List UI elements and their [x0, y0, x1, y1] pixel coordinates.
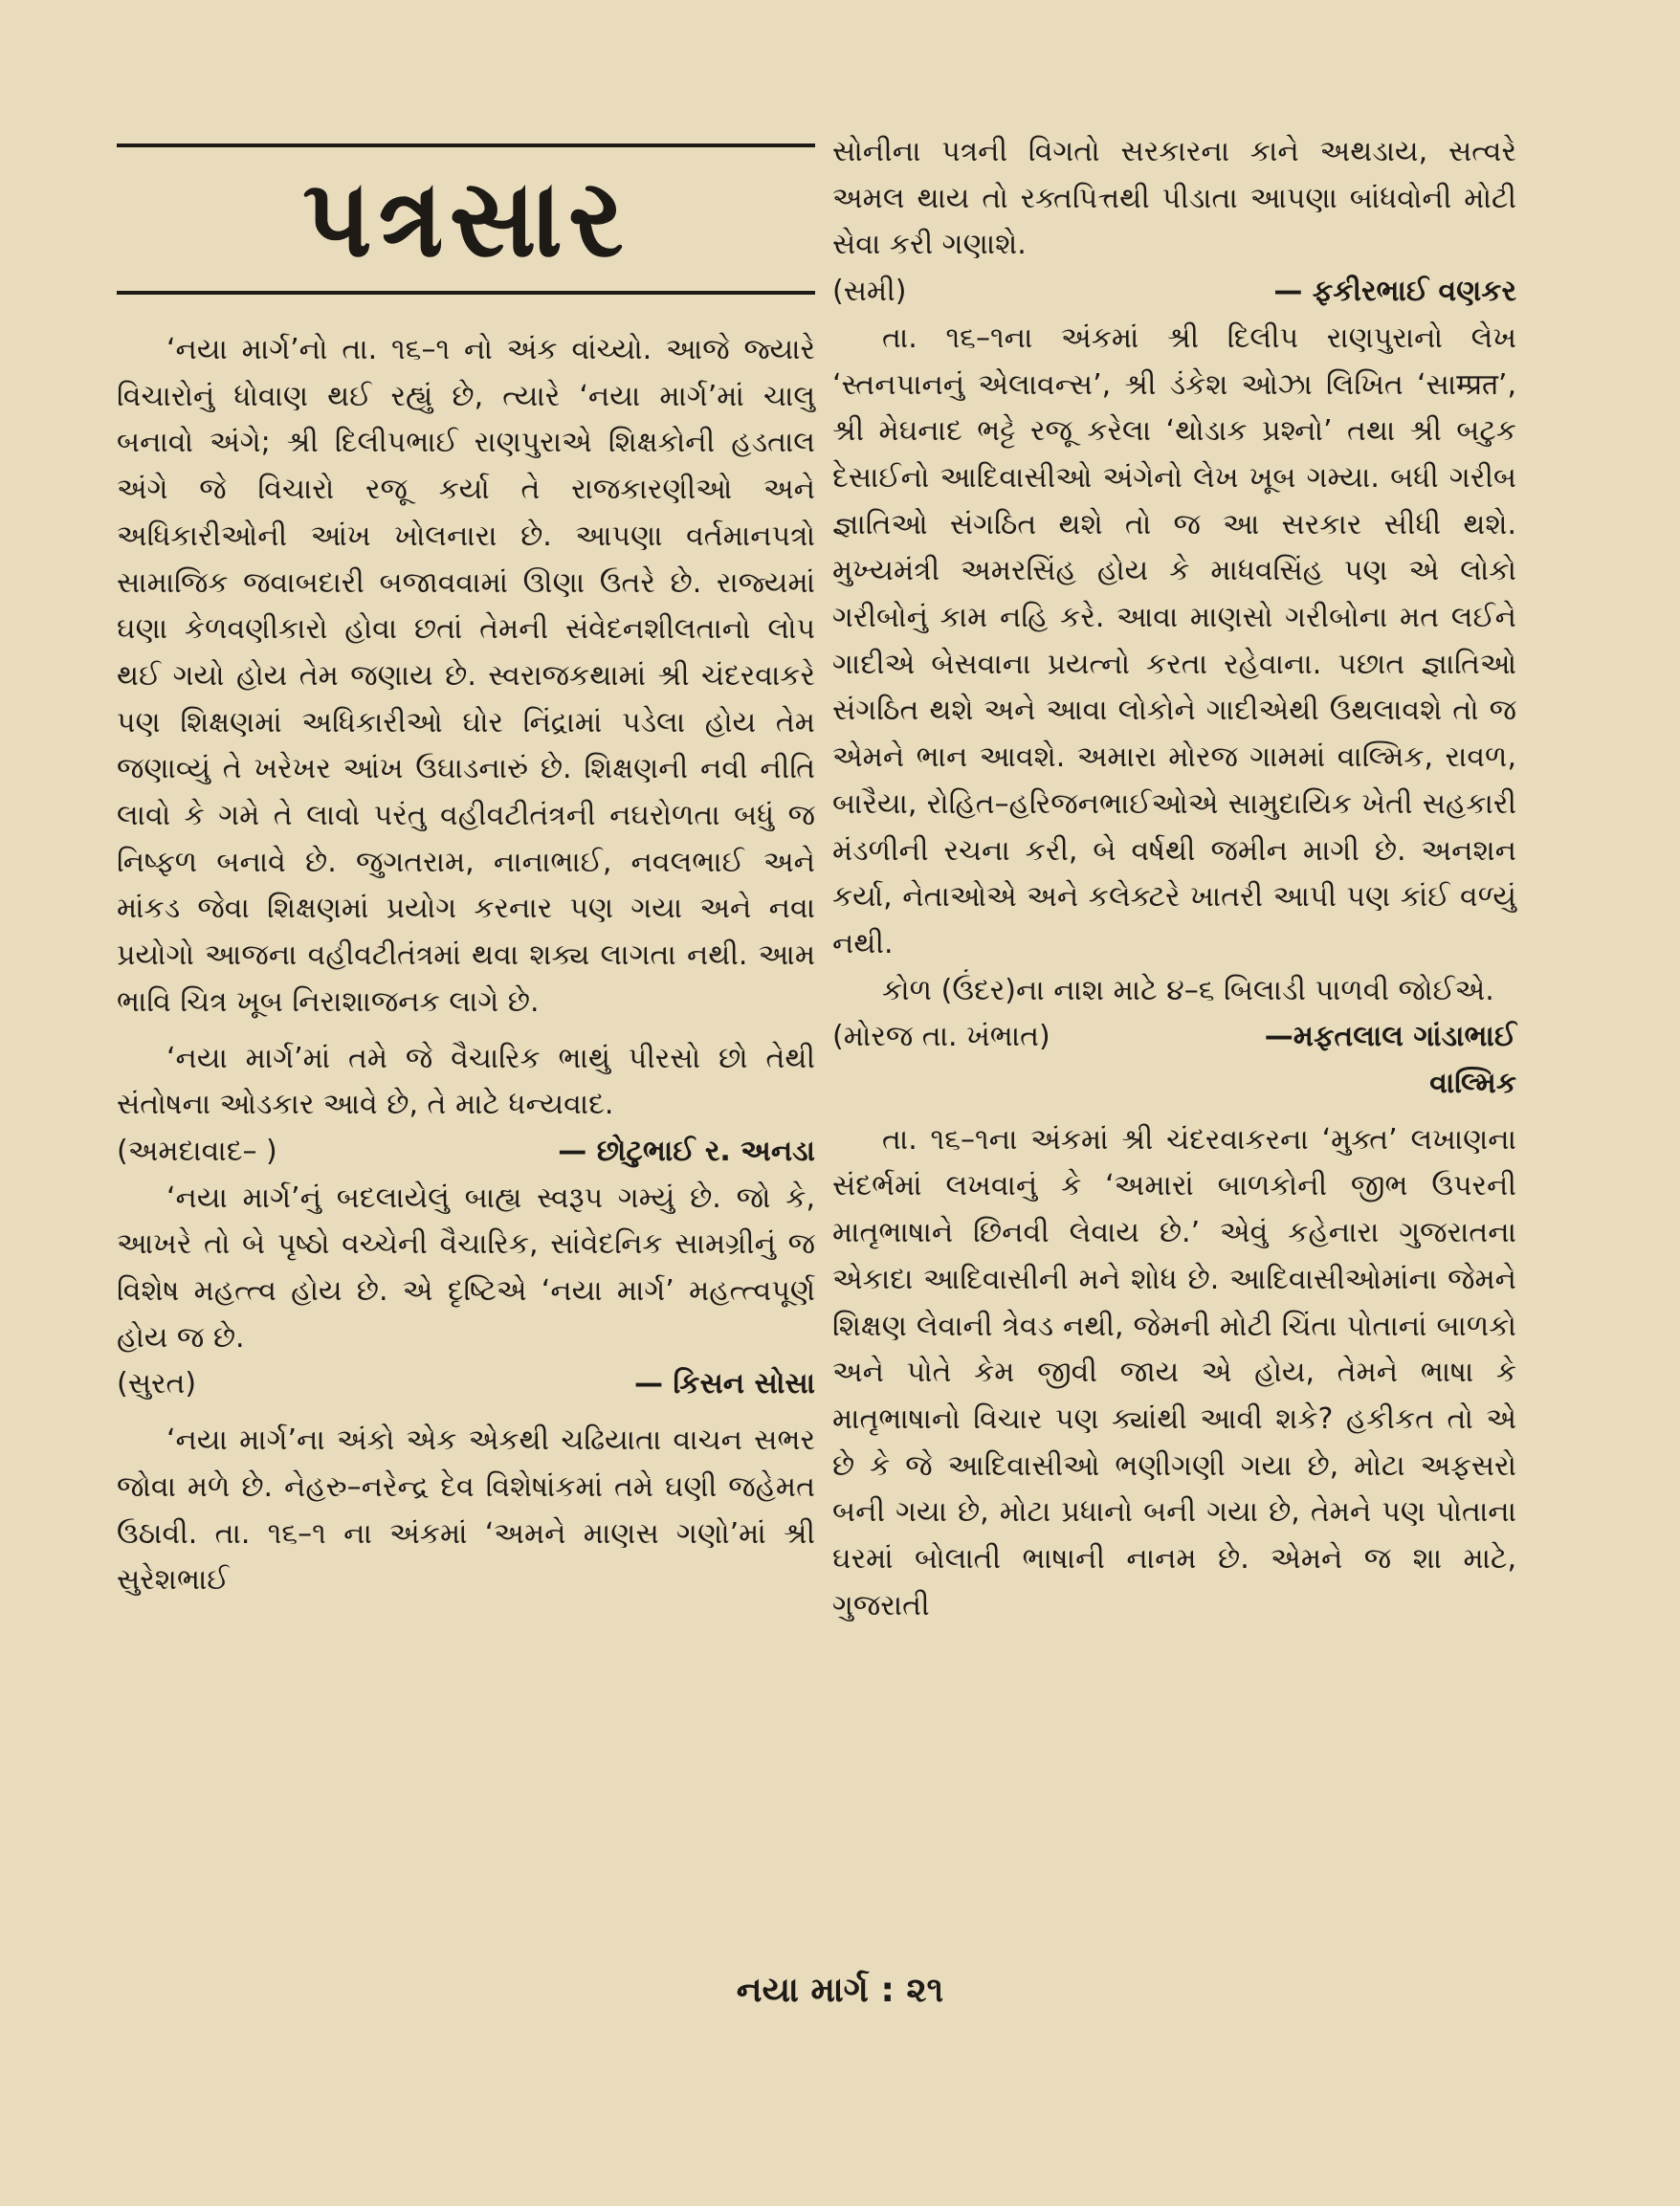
letter-paragraph: કોળ (ઉંદર)ના નાશ માટે ૪–૬ બિલાડી પાળવી જોઈએ. — [882, 973, 1494, 1007]
signature-place: (સમી) — [832, 275, 907, 309]
signature-name: —મફતલાલ ગાંડાભાઈ — [1264, 1020, 1516, 1054]
left-column — [117, 143, 815, 1604]
letter-paragraph: સોનીના પત્રની વિગતો સરકારના કાને અથડાય, સત્વરે અમલ થાય તો રક્તપિત્તથી પીડાતા આપણા બાંધવોની મોટી સેવા કરી ગણાશે. — [832, 135, 1516, 262]
signature-place: (મોરજ તા. ખંભાત) — [832, 1020, 1050, 1054]
letter-paragraph: ‘નયા માર્ગ’નો તા. ૧૬–૧ નો અંક વાંચ્યો. આજે જ્યારે વિચારોનું ધોવાણ થઈ રહ્યું છે, ત્યારે ‘નયા માર્ગ’માં ચાલુ બનાવો અંગે; શ્રી દિલીપભાઈ રાણપુરાએ શિક્ષકોની હડતાલ અંગે જે વિચારો રજૂ કર્યા તે રાજકારણીઓ અને અધિકારીઓની આંખ ખોલનારા છે. આપણા વર્તમાનપત્રો સામાજિક જવાબદારી બજાવવામાં ઊણા ઉતરે છે. રાજ્યમાં ઘણા કેળવણીકારો હોવા છતાં તેમની સંવેદનશીલતાનો લોપ થઈ ગયો હોય તેમ જણાય છે. સ્વરાજકથામાં શ્રી ચંદરવાકરે પણ શિક્ષણમાં અધિકારીઓ ઘોર નિંદ્રામાં પડેલા હોય તેમ જણાવ્યું તે ખરેખર આંખ ઉઘાડનારું છે. શિક્ષણની નવી નીતિ લાવો કે ગમે તે લાવો પરંતુ વહીવટીતંત્રની નઘરોળતા બધું જ નિષ્ફળ બનાવે છે. જુગતરામ, નાનાભાઈ, નવલભાઈ અને માંકડ જેવા શિક્ષણમાં પ્રયોગ કરનાર પણ ગયા અને નવા પ્રયોગો આજના વહીવટીતંત્રમાં થવા શક્ય લાગતા નથી. આમ ભાવિ ચિત્ર ખૂબ નિરાશાજનક લાગે છે. — [117, 333, 815, 1019]
signature-name: — કિસન સોસા — [634, 1367, 815, 1401]
letter-paragraph: તા. ૧૬–૧ના અંકમાં શ્રી ચંદરવાકરના ‘મુક્ત’ લખાણના સંદર્ભમાં લખવાનું કે ‘અમારાં બાળકોની જીભ ઉપરની માતૃભાષાને છિનવી લેવાય છે.’ એવું કહેનારા ગુજરાતના એકાદા આદિવાસીની મને શોધ છે. આદિવાસીઓમાંના જેમને શિક્ષણ લેવાની ત્રેવડ નથી, જેમની મોટી ચિંતા પોતાનાં બાળકો અને પોતે કેમ જીવી જાય એ હોય, તેમને ભાષા કે માતૃભાષાનો વિચાર પણ ક્યાંથી આવી શકે? હકીકત તો એ છે કે જે આદિવાસીઓ ભણીગણી ગયા છે, મોટા અફસરો બની ગયા છે, મોટા પ્રધાનો બની ગયા છે, તેમને પણ પોતાના ઘરમાં બોલાતી ભાષાની નાનમ છે. એમને જ શા માટે, ગુજરાતી — [832, 1122, 1516, 1622]
signature-name: — ફકીરભાઈ વણકર — [1273, 275, 1516, 309]
letter-signature — [117, 1361, 815, 1408]
letter-signature — [832, 269, 1516, 316]
letter-paragraph: ‘નયા માર્ગ’માં તમે જે વૈચારિક ભાથું પીરસો છો તેથી સંતોષના ઓડકાર આવે છે, તે માટે ધન્યવાદ. — [117, 1041, 815, 1122]
spacer — [117, 295, 815, 327]
page-footer: નયા માર્ગ : ૨૧ — [736, 1971, 944, 2010]
signature-place: (અમદાવાદ– ) — [117, 1134, 277, 1168]
signature-place: (સુરત) — [117, 1367, 197, 1401]
letter-signature — [117, 1129, 815, 1176]
signature-name: — છોટુભાઈ ર. અનડા — [558, 1134, 815, 1168]
signature-name-continued: વાલ્મિક — [1429, 1067, 1516, 1101]
letter-paragraph: ‘નયા માર્ગ’ના અંકો એક એકથી ચઢિયાતા વાચન સભર જોવા મળે છે. નેહરુ–નરેન્દ્ર દેવ વિશેષાંકમાં તમે ઘણી જહેમત ઉઠાવી. તા. ૧૬–૧ ના અંકમાં ‘અમને માણસ ગણો’માં શ્રી સુરેશભાઈ — [117, 1423, 815, 1598]
section-heading: પત્રસાર — [302, 156, 630, 281]
letter-paragraph: ‘નયા માર્ગ’નું બદલાયેલું બાહ્ય સ્વરૂપ ગમ્યું છે. જો કે, આખરે તો બે પૃષ્ઠો વચ્ચેની વૈચારિક, સાંવેદનિક સામગ્રીનું જ વિશેષ મહત્ત્વ હોય છે. એ દૃષ્ટિએ ‘નયા માર્ગ’ મહત્ત્વપૂર્ણ હોય જ છે. — [117, 1180, 815, 1355]
right-column — [832, 129, 1516, 1630]
letter-paragraph: તા. ૧૬–૧ના અંકમાં શ્રી દિલીપ રાણપુરાનો લેખ ‘સ્તનપાનનું એલાવન્સ’, શ્રી ડંકેશ ઓઝા લિખિત ‘સાम्प्रत’, શ્રી મેઘનાદ ભટ્ટે રજૂ કરેલા ‘થોડાક પ્રશ્નો’ તથા શ્રી બટુક દેસાઈનો આદિવાસીઓ અંગેનો લેખ ખૂબ ગમ્યા. બધી ગરીબ જ્ઞાતિઓ સંગઠિત થશે તો જ આ સરકાર સીધી થશે. મુખ્યમંત્રી અમરસિંહ હોય કે માધવસિંહ પણ એ લોકો ગરીબોનું કામ નહિ કરે. આવા માણસો ગરીબોના મત લઈને ગાદીએ બેસવાના પ્રયત્નો કરતા રહેવાના. પછાત જ્ઞાતિઓ સંગઠિત થશે અને આવા લોકોને ગાદીએથી ઉથલાવશે તો જ એમને ભાન આવશે. અમારા મોરજ ગામમાં વાલ્મિક, રાવળ, બારૈયા, રોહિત–હરિજનભાઈઓએ સામુદાયિક ખેતી સહકારી મંડળીની રચના કરી, બે વર્ષથી જમીન માગી છે. અનશન કર્યા, નેતાઓએ અને કલેક્ટરે ખાતરી આપી પણ કાંઈ વળ્યું નથી. — [832, 320, 1516, 960]
letter-signature — [832, 1014, 1516, 1061]
